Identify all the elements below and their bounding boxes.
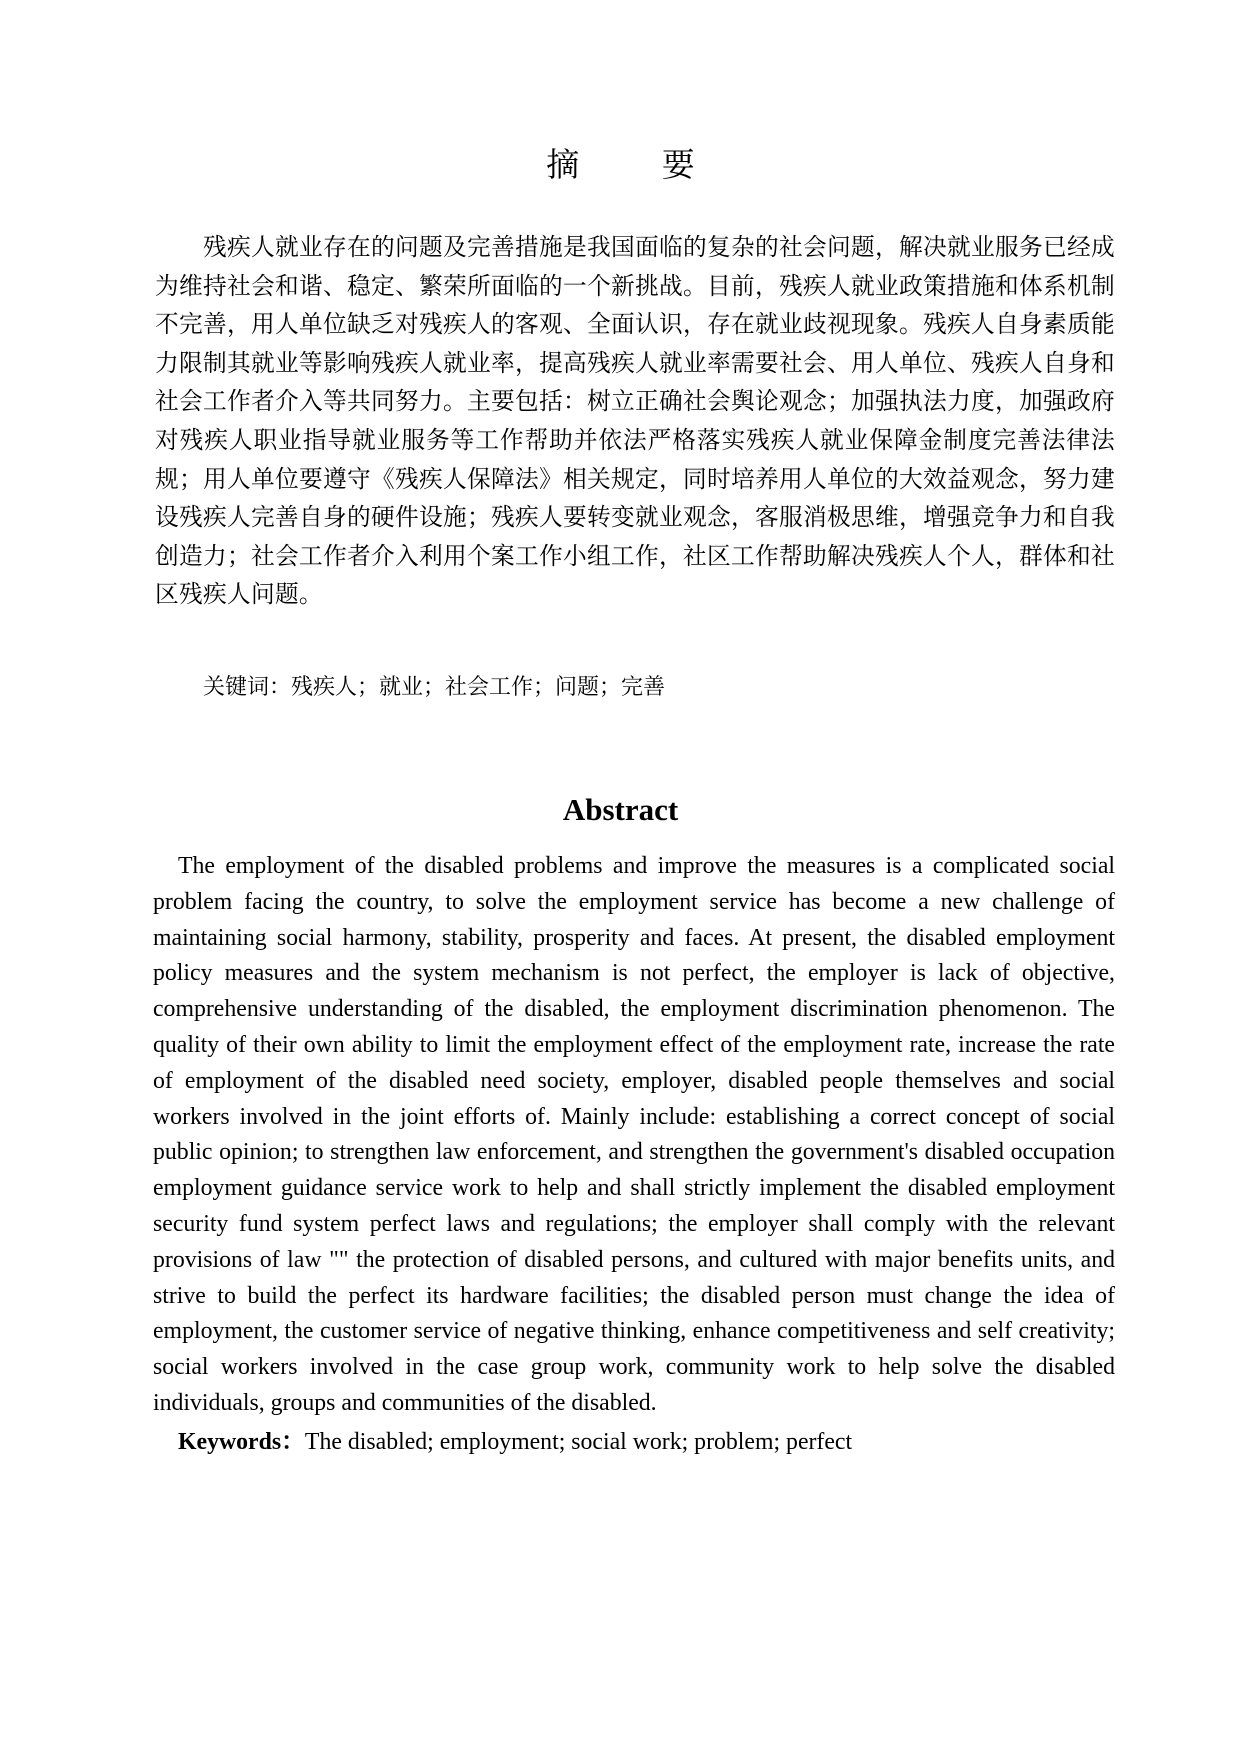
english-keywords-label: Keywords： <box>178 1429 305 1455</box>
chinese-keywords-label: 关键词： <box>203 675 292 700</box>
chinese-keywords-list: 残疾人；就业；社会工作；问题；完善 <box>291 675 666 700</box>
chinese-abstract-title: 摘 要 <box>546 145 731 184</box>
english-abstract-body: The employment of the disabled problems and improve the measures is a complicated social problem facing the country, to solve the employment service has become a new challenge of maintaining social harmony, stability, prosperity and faces. At present, the disabled employment policy measures and the system mechanism is not perfect, the employer is lack of objective, comprehensive understanding of the disabled, the employment discrimination phenomenon. The quality of their own ability to limit the employment effect of the employment rate, increase the rate of employment of the disabled need society, employer, disabled people themselves and social workers involved in the joint efforts of. Mainly include: establishing a correct concept of social public opinion; to strengthen law enforcement, and strengthen the government's disabled occupation employment guidance service work to help and shall strictly implement the disabled employment security fund system perfect laws and regulations; the employer shall comply with the relevant provisions of law "" the protection of disabled persons, and cultured with major benefits units, and strive to build the perfect its hardware facilities; the disabled person must change the idea of employment, the customer service of negative thinking, enhance competitiveness and self creativity; social workers involved in the case group work, community work to help solve the disabled individuals, groups and communities of the disabled. <box>153 853 1115 1416</box>
chinese-abstract-body: 残疾人就业存在的问题及完善措施是我国面临的复杂的社会问题，解决就业服务已经成为维持社会和谐、稳定、繁荣所面临的一个新挑战。目前，残疾人就业政策措施和体系机制不完善，用人单位缺乏对残疾人的客观、全面认识，存在就业歧视现象。残疾人自身素质能力限制其就业等影响残疾人就业率，提高残疾人就业率需要社会、用人单位、残疾人自身和社会工作者介入等共同努力。主要包括：树立正确社会舆论观念；加强执法力度，加强政府对残疾人职业指导就业服务等工作帮助并依法严格落实残疾人就业保障金制度完善法律法规；用人单位要遵守《残疾人保障法》相关规定，同时培养用人单位的大效益观念，努力建设残疾人完善自身的硬件设施；残疾人要转变就业观念，客服消极思维，增强竞争力和自我创造力；社会工作者介入利用个案工作小组工作，社区工作帮助解决残疾人个人，群体和社区残疾人问题。 <box>155 233 1115 609</box>
english-keywords-line <box>178 1425 1078 1459</box>
english-abstract-title: Abstract <box>562 792 679 827</box>
chinese-keywords-line <box>203 672 1103 704</box>
english-keywords-list: The disabled; employment; social work; problem; perfect <box>304 1429 853 1455</box>
